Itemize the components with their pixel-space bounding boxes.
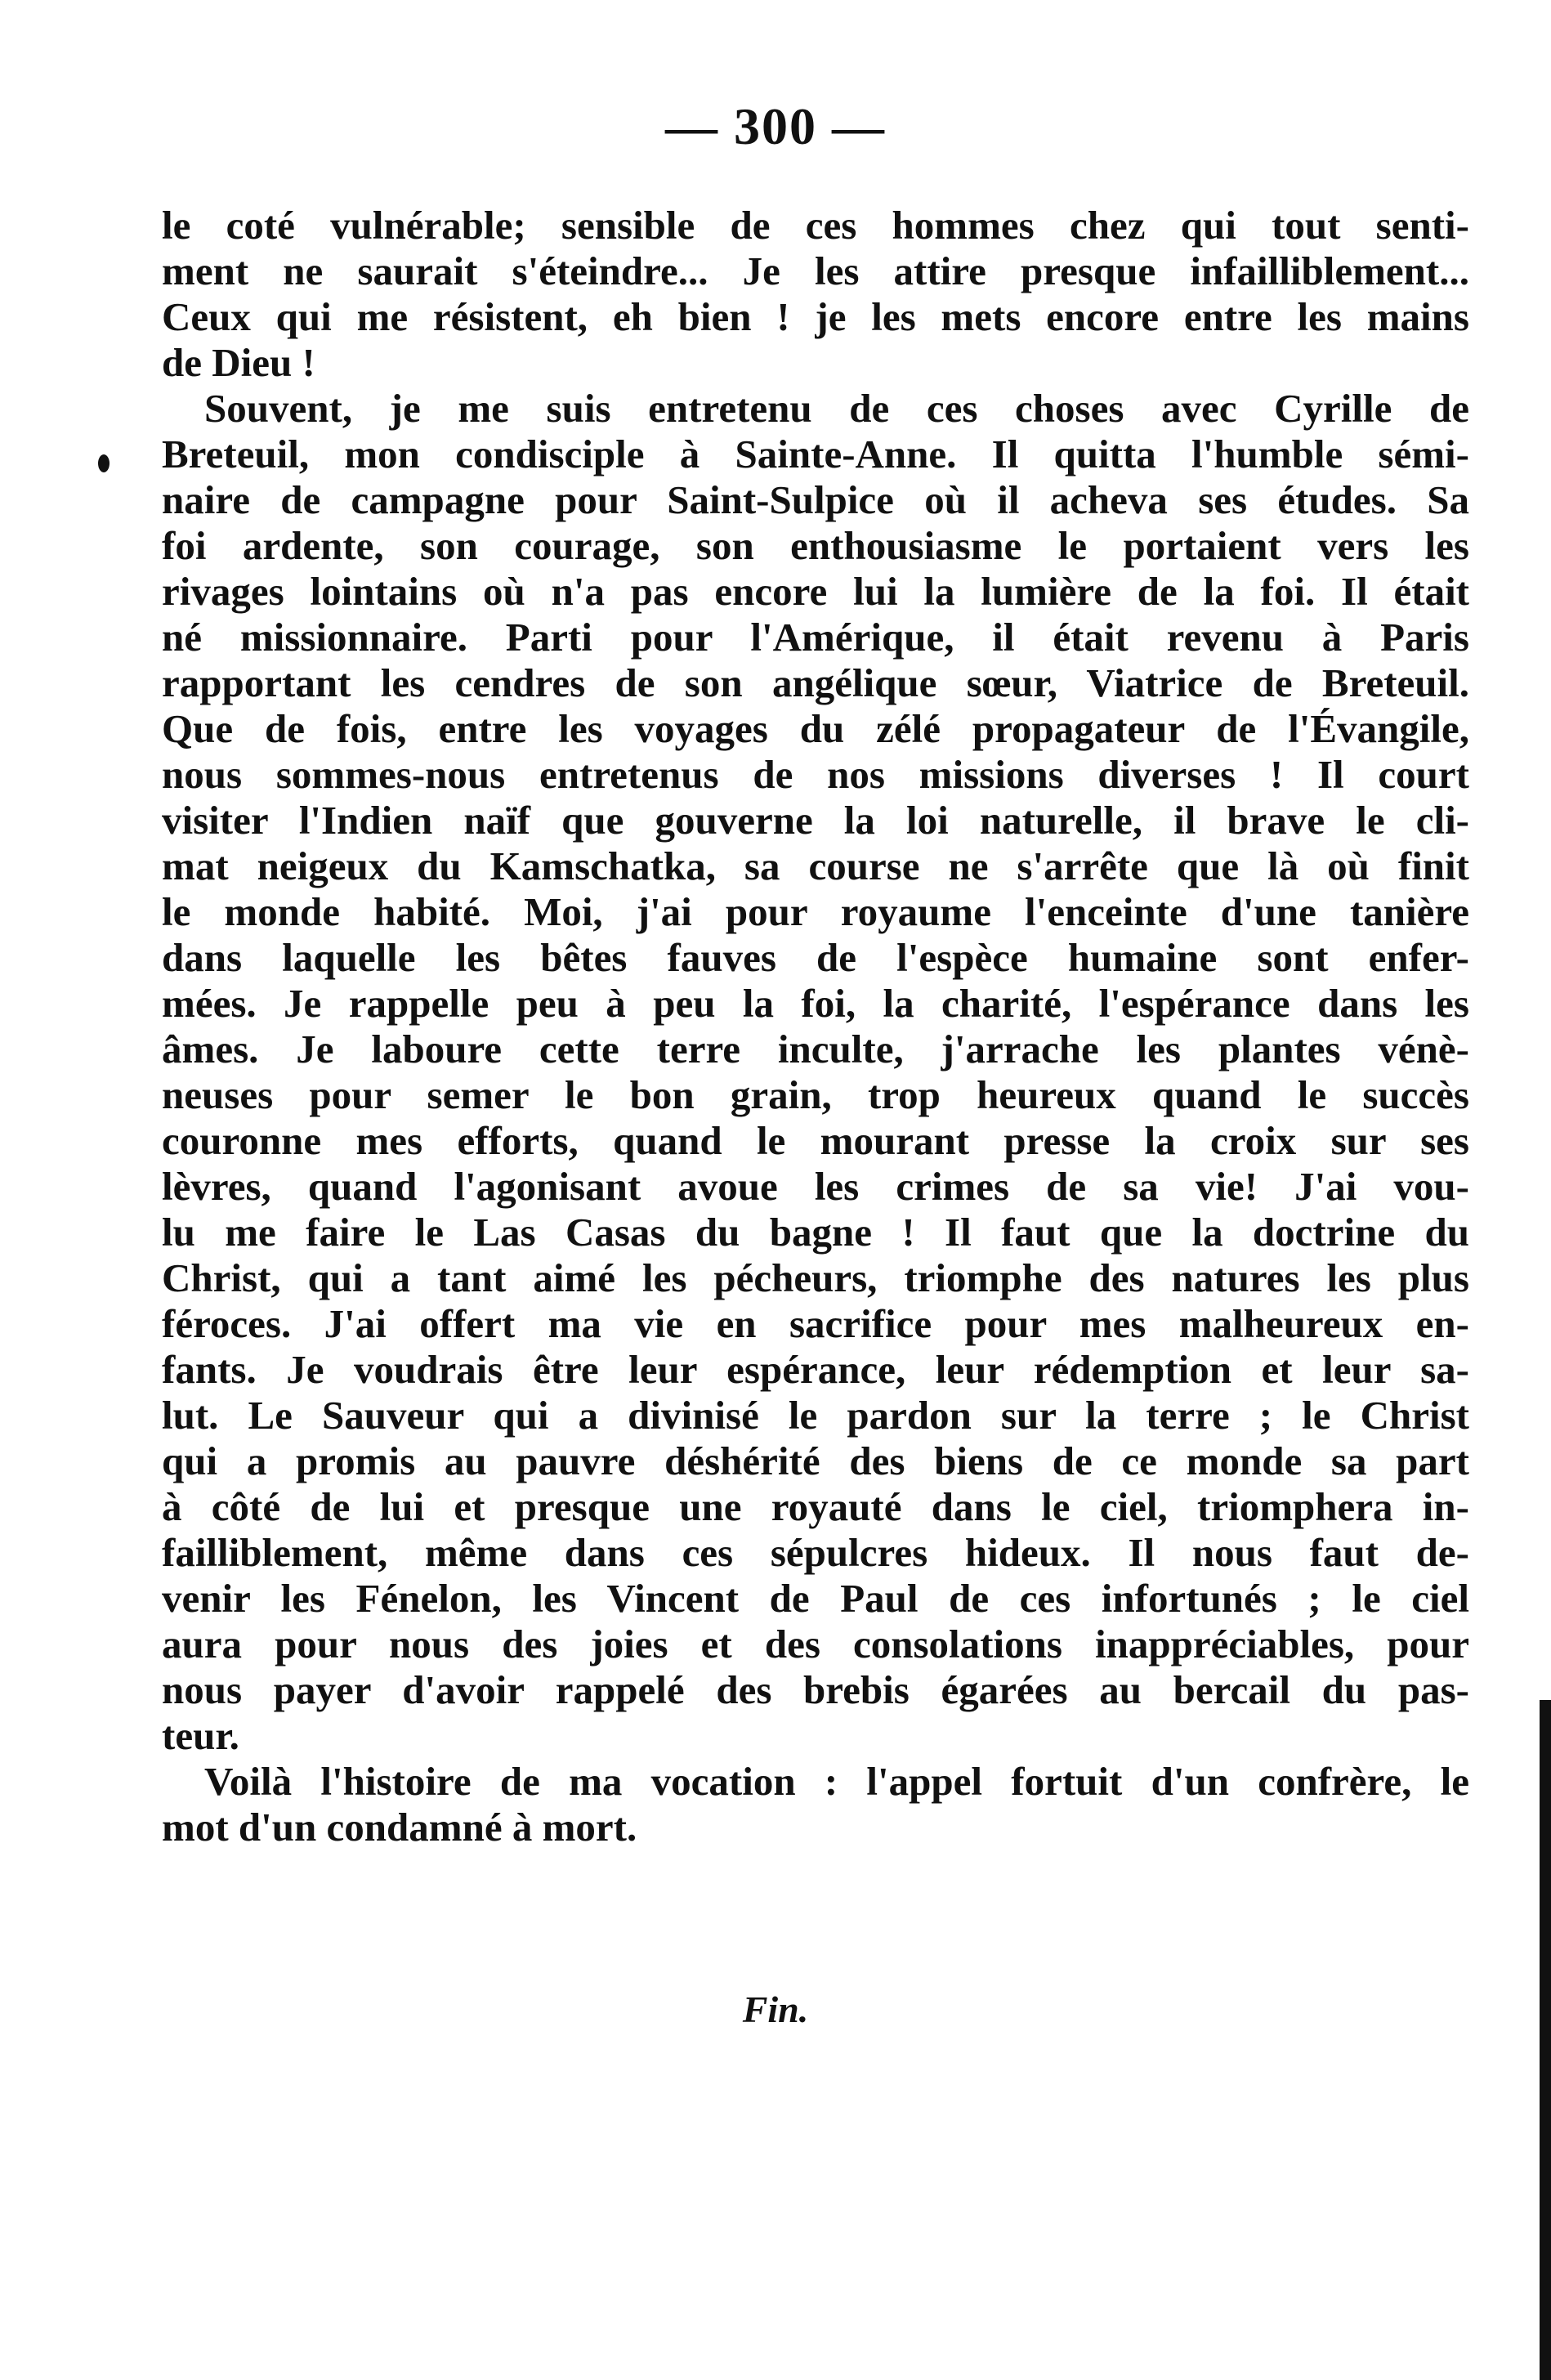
text-line: le coté vulnérable; sensible de ces hommes chez qui tout senti-	[162, 203, 1469, 248]
text-line: neuses pour semer le bon grain, trop heureux quand le succès	[162, 1072, 1469, 1117]
text-line: teur.	[162, 1713, 239, 1758]
paragraph-1	[162, 203, 1469, 386]
text-line: naire de campagne pour Saint-Sulpice où il acheva ses études. Sa	[162, 477, 1469, 522]
page-edge-shadow	[1540, 1700, 1551, 2380]
text-line: dans laquelle les bêtes fauves de l'espèce humaine sont enfer-	[162, 935, 1469, 980]
body-text	[162, 203, 1469, 1850]
ink-speck	[98, 454, 110, 472]
fin-label: Fin.	[742, 1989, 809, 2030]
page-number: — 300 —	[665, 97, 886, 155]
text-line: âmes. Je laboure cette terre inculte, j'arrache les plantes vénè-	[162, 1027, 1469, 1071]
text-line: failliblement, même dans ces sépulcres hideux. Il nous faut de-	[162, 1530, 1469, 1575]
text-line: rapportant les cendres de son angélique sœur, Viatrice de Breteuil.	[162, 660, 1469, 705]
paragraph-3	[162, 1759, 1469, 1850]
text-line: fants. Je voudrais être leur espérance, leur rédemption et leur sa-	[162, 1347, 1469, 1392]
text-line: venir les Fénelon, les Vincent de Paul de ces infortunés ; le ciel	[162, 1576, 1469, 1621]
text-line: ment ne saurait s'éteindre... Je les attire presque infailliblement...	[162, 248, 1469, 293]
text-line: visiter l'Indien naïf que gouverne la loi naturelle, il brave le cli-	[162, 798, 1469, 843]
text-line: qui a promis au pauvre déshérité des biens de ce monde sa part	[162, 1438, 1469, 1483]
text-line: lu me faire le Las Casas du bagne ! Il faut que la doctrine du	[162, 1210, 1469, 1255]
text-line: couronne mes efforts, quand le mourant presse la croix sur ses	[162, 1118, 1469, 1163]
text-line: Voilà l'histoire de ma vocation : l'appel fortuit d'un confrère, le	[204, 1759, 1469, 1804]
text-line: nous payer d'avoir rappelé des brebis égarées au bercail du pas-	[162, 1667, 1469, 1712]
text-line: né missionnaire. Parti pour l'Amérique, il était revenu à Paris	[162, 615, 1469, 660]
text-line: Que de fois, entre les voyages du zélé propagateur de l'Évangile,	[162, 706, 1469, 751]
text-line: nous sommes-nous entretenus de nos missions diverses ! Il court	[162, 752, 1469, 797]
text-line: le monde habité. Moi, j'ai pour royaume l'enceinte d'une tanière	[162, 889, 1469, 934]
text-line: Christ, qui a tant aimé les pécheurs, triomphe des natures les plus	[162, 1255, 1469, 1300]
text-line: Breteuil, mon condisciple à Sainte-Anne. Il quitta l'humble sémi-	[162, 432, 1469, 476]
text-line: lut. Le Sauveur qui a divinisé le pardon sur la terre ; le Christ	[162, 1393, 1469, 1438]
text-line: mat neigeux du Kamschatka, sa course ne s'arrête que là où finit	[162, 843, 1469, 888]
text-line: foi ardente, son courage, son enthousiasme le portaient vers les	[162, 523, 1469, 568]
text-line: Ceux qui me résistent, eh bien ! je les mets encore entre les mains	[162, 294, 1469, 339]
text-line: à côté de lui et presque une royauté dans le ciel, triomphera in-	[162, 1484, 1469, 1529]
text-line: de Dieu !	[162, 340, 315, 385]
text-line: mées. Je rappelle peu à peu la foi, la charité, l'espérance dans les	[162, 981, 1469, 1026]
text-line: lèvres, quand l'agonisant avoue les crimes de sa vie! J'ai vou-	[162, 1164, 1469, 1209]
text-line: mot d'un condamné à mort.	[162, 1805, 637, 1850]
paragraph-2	[162, 386, 1469, 1759]
text-line: rivages lointains où n'a pas encore lui la lumière de la foi. Il était	[162, 569, 1469, 614]
text-line: aura pour nous des joies et des consolations inappréciables, pour	[162, 1622, 1469, 1666]
text-line: Souvent, je me suis entretenu de ces choses avec Cyrille de	[204, 386, 1469, 431]
text-line: féroces. J'ai offert ma vie en sacrifice pour mes malheureux en-	[162, 1301, 1469, 1346]
